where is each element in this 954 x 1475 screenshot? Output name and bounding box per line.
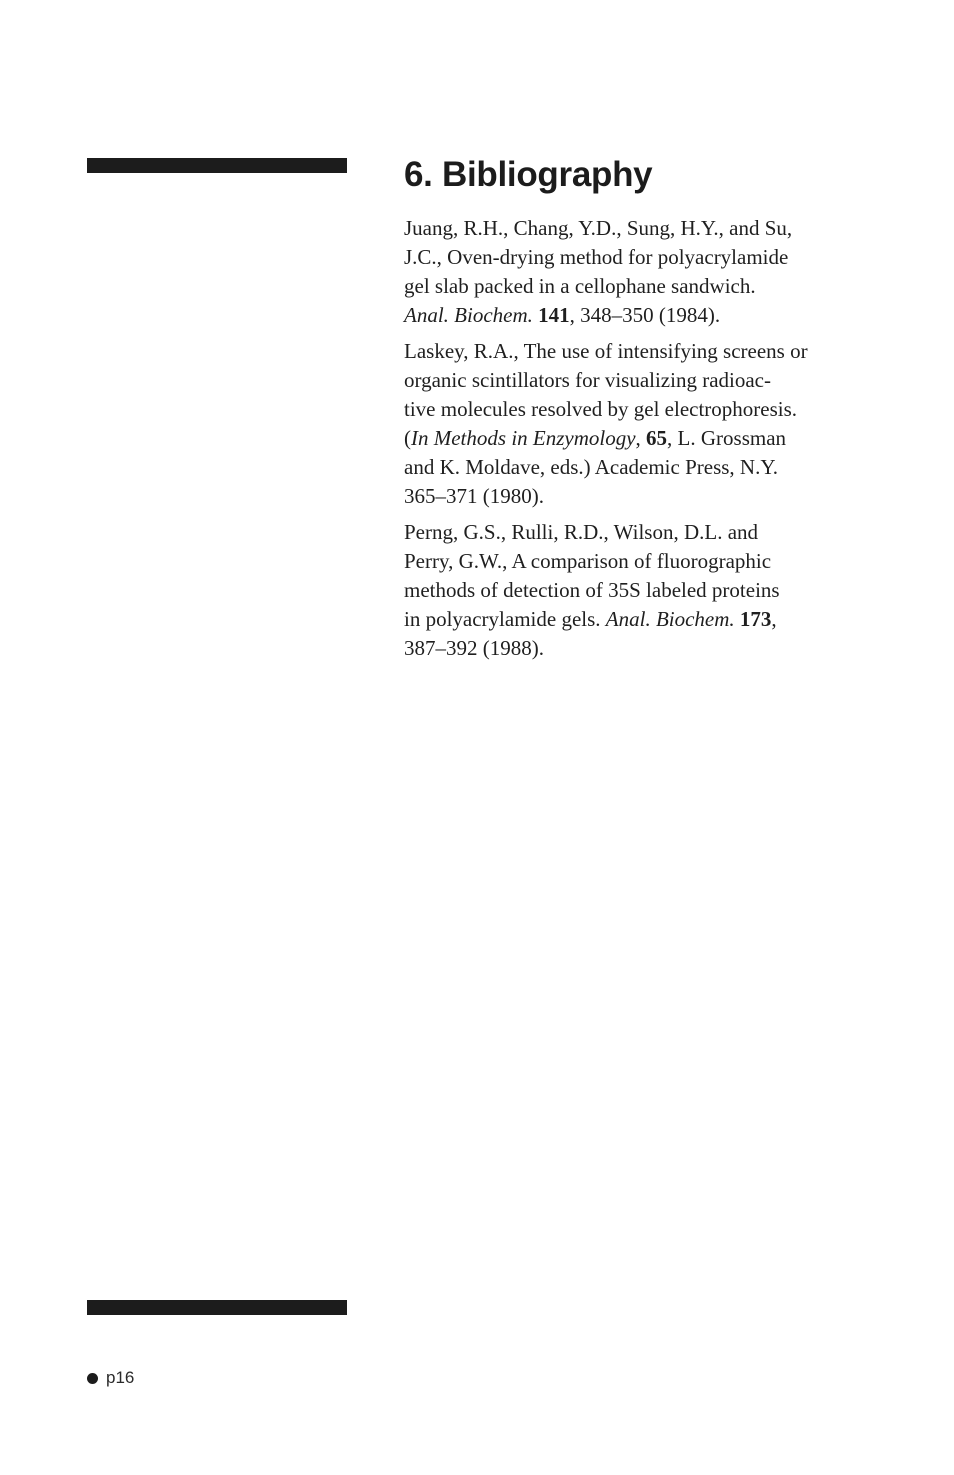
text-run: organic scintillators for visualizing radioac-: [404, 368, 771, 392]
text-run: Perng, G.S., Rulli, R.D., Wilson, D.L. and: [404, 520, 759, 544]
italic-run: Anal. Biochem.: [404, 303, 533, 327]
reference-line: [404, 634, 864, 663]
text-run: (: [404, 426, 411, 450]
bottom-rule: [87, 1300, 347, 1315]
reference-line: [404, 453, 864, 482]
reference-line: [404, 272, 864, 301]
top-rule: [87, 158, 347, 173]
reference-entry: [404, 337, 864, 511]
text-run: Juang, R.H., Chang, Y.D., Sung, H.Y., and Su,: [404, 216, 793, 240]
bold-run: 141: [538, 303, 570, 327]
reference-entry: [404, 214, 864, 330]
text-run: ,: [771, 607, 777, 631]
bibliography-section: [404, 150, 864, 670]
text-run: Laskey, R.A., The use of intensifying screens or: [404, 339, 808, 363]
reference-line: [404, 518, 864, 547]
text-run: ,: [635, 426, 647, 450]
text-run: tive molecules resolved by gel electrophoresis.: [404, 397, 798, 421]
reference-line: [404, 366, 864, 395]
reference-line: [404, 576, 864, 605]
page-footer: [87, 1366, 134, 1390]
italic-run: Anal. Biochem.: [605, 607, 735, 631]
bold-run: 65: [646, 426, 668, 450]
reference-list: [404, 214, 864, 663]
reference-line: [404, 424, 864, 453]
page-number: p16: [106, 1368, 135, 1387]
reference-line: [404, 301, 864, 330]
reference-line: [404, 395, 864, 424]
reference-line: [404, 243, 864, 272]
section-title: 6. Bibliography: [404, 155, 653, 194]
text-run: Perry, G.W., A comparison of fluorographic: [404, 549, 772, 573]
text-run: 365–371 (1980).: [404, 484, 544, 508]
text-run: 387–392 (1988).: [404, 636, 544, 660]
text-run: gel slab packed in a cellophane sandwich.: [404, 274, 756, 298]
reference-line: [404, 214, 864, 243]
text-run: and K. Moldave, eds.) Academic Press, N.Y.: [404, 455, 779, 479]
text-run: methods of detection of 35S labeled proteins: [404, 578, 780, 602]
reference-line: [404, 482, 864, 511]
text-run: in polyacrylamide gels.: [404, 607, 606, 631]
reference-entry: [404, 518, 864, 663]
text-run: J.C., Oven-drying method for polyacrylamide: [404, 245, 789, 269]
reference-line: [404, 337, 864, 366]
bullet-icon: [87, 1373, 98, 1384]
reference-line: [404, 605, 864, 634]
bold-run: 173: [739, 607, 772, 631]
text-run: , L. Grossman: [667, 426, 787, 450]
reference-line: [404, 547, 864, 576]
text-run: , 348–350 (1984).: [569, 303, 721, 327]
italic-run: In Methods in Enzymology: [411, 426, 636, 450]
